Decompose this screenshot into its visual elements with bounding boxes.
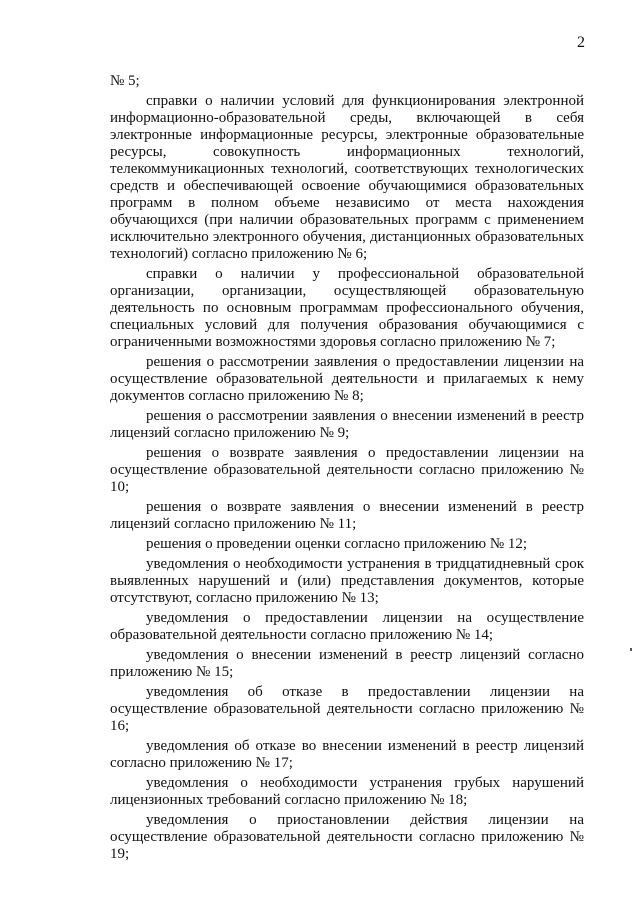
- paragraph-decision-review-registry-changes: решения о рассмотрении заявления о внесении изменений в реестр лицензий согласно приложению № 9;: [110, 408, 584, 441]
- scan-artifact-mark: [630, 648, 632, 651]
- paragraph-decision-return-registry-changes: решения о возврате заявления о внесении изменений в реестр лицензий согласно приложению № 11;: [110, 499, 584, 532]
- paragraph-notice-eliminate-violations: уведомления о необходимости устранения в тридцатидневный срок выявленных нарушений и (или) представления документов, которые отсутствуют, согласно приложению № 13;: [110, 556, 584, 606]
- paragraph-notice-registry-changes: уведомления о внесении изменений в реестр лицензий согласно приложению № 15;: [110, 647, 584, 680]
- paragraph-decision-review-license-application: решения о рассмотрении заявления о предоставлении лицензии на осуществление образовательной деятельности и прилагаемых к нему документов согласно приложению № 8;: [110, 354, 584, 404]
- paragraph-notice-registry-refusal: уведомления об отказе во внесении изменений в реестр лицензий согласно приложению № 17;: [110, 738, 584, 771]
- paragraph-certificate-electronic-environment: справки о наличии условий для функционирования электронной информационно-образовательной среды, включающей в себя электронные информационные ресурсы, электронные образовательные ресурсы, совокупность информационных технологий, телекоммуникационных технологий, соответствующих технологических средств и обеспечивающей освоение обучающимися образовательных программ в полном объеме независимо от места нахождения обучающихся (при наличии образовательных программ с применением исключительно электронного обучения, дистанционных образовательных технологий) согласно приложению № 6;: [110, 93, 584, 262]
- paragraph-certificate-special-conditions: справки о наличии у профессиональной образовательной организации, организации, осуществляющей образовательную деятельность по основным программам профессионального обучения, специальных условий для получения образования обучающимися с ограниченными возможностями здоровья согласно приложению № 7;: [110, 266, 584, 350]
- paragraph-notice-license-suspension: уведомления о приостановлении действия лицензии на осуществление образовательной деятельности согласно приложению № 19;: [110, 812, 584, 862]
- page-number: 2: [577, 34, 585, 51]
- document-body: [110, 73, 584, 866]
- paragraph-notice-license-granted: уведомления о предоставлении лицензии на осуществление образовательной деятельности согласно приложению № 14;: [110, 610, 584, 643]
- paragraph-decision-assessment: решения о проведении оценки согласно приложению № 12;: [146, 536, 528, 552]
- paragraph-notice-gross-violations: уведомления о необходимости устранения грубых нарушений лицензионных требований согласно приложению № 18;: [110, 775, 584, 808]
- paragraph-notice-license-refusal: уведомления об отказе в предоставлении лицензии на осуществление образовательной деятельности согласно приложению № 16;: [110, 684, 584, 734]
- paragraph-decision-return-license-application: решения о возврате заявления о предоставлении лицензии на осуществление образовательной деятельности согласно приложению № 10;: [110, 445, 584, 495]
- paragraph-continuation: № 5;: [110, 73, 140, 89]
